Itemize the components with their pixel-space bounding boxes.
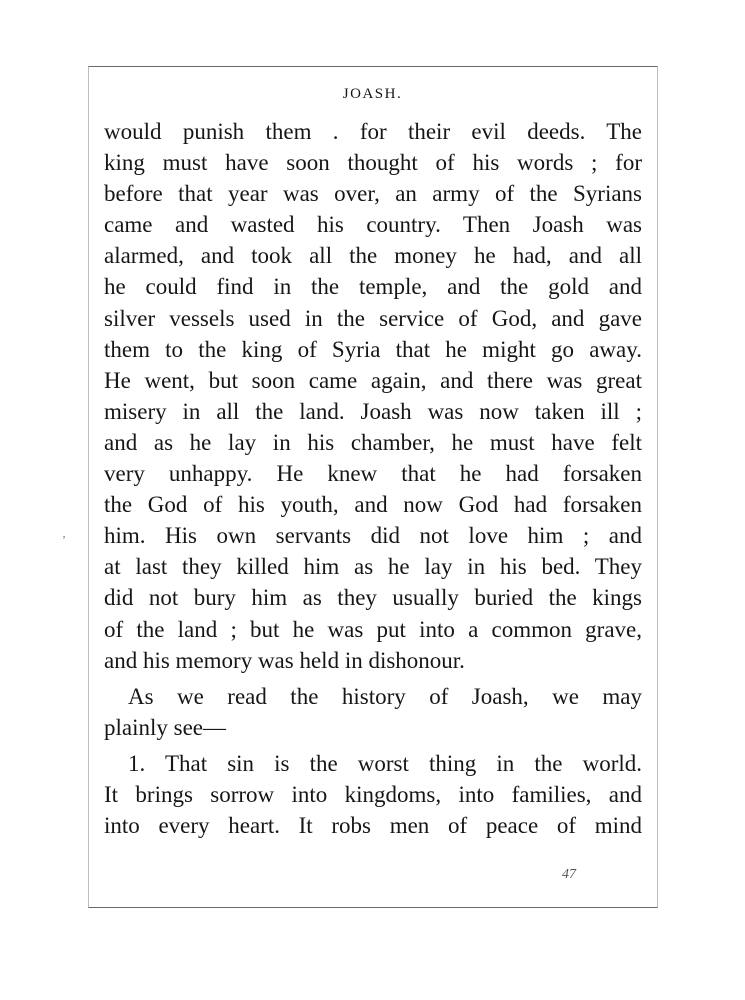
text-line: of the land ; but he was put into a common grave, [104,616,642,642]
text-line: him. His own servants did not love him ; and [104,523,642,549]
running-head: JOASH. [342,86,403,102]
text-line: at last they killed him as he lay in his bed. They [104,554,642,580]
text-line: before that year was over, an army of the Syrians [104,181,642,207]
margin-mark: ‚ [62,526,66,540]
paragraph [104,748,642,841]
text-line: came and wasted his country. Then Joash was [104,212,642,238]
text-line: them to the king of Syria that he might go away. [104,336,642,362]
text-line: very unhappy. He knew that he had forsaken [104,461,642,487]
paragraph [104,681,642,743]
text-line: He went, but soon came again, and there was great [104,367,642,393]
text-line: the God of his youth, and now God had forsaken [104,492,642,518]
text-line: did not bury him as they usually buried the kings [104,585,642,611]
body-text [104,116,642,841]
text-line: misery in all the land. Joash was now taken ill ; [104,398,642,424]
text-line: and his memory was held in dishonour. [104,647,465,673]
text-line: alarmed, and took all the money he had, and all [104,243,642,269]
text-line: he could find in the temple, and the gold and [104,274,642,300]
text-line: 1. That sin is the worst thing in the world. [128,750,642,776]
text-line: would punish them . for their evil deeds. The [104,119,642,144]
text-line: king must have soon thought of his words ; for [104,150,642,176]
text-line: It brings sorrow into kingdoms, into families, and [104,781,642,807]
page-number: 47 [562,867,576,882]
text-line: and as he lay in his chamber, he must have felt [104,429,642,455]
text-line: As we read the history of Joash, we may [128,683,642,709]
text-line: plainly see— [104,714,226,740]
text-line: silver vessels used in the service of God, and gave [104,305,642,331]
paragraph [104,116,642,676]
text-line: into every heart. It robs men of peace of mind [104,813,642,839]
